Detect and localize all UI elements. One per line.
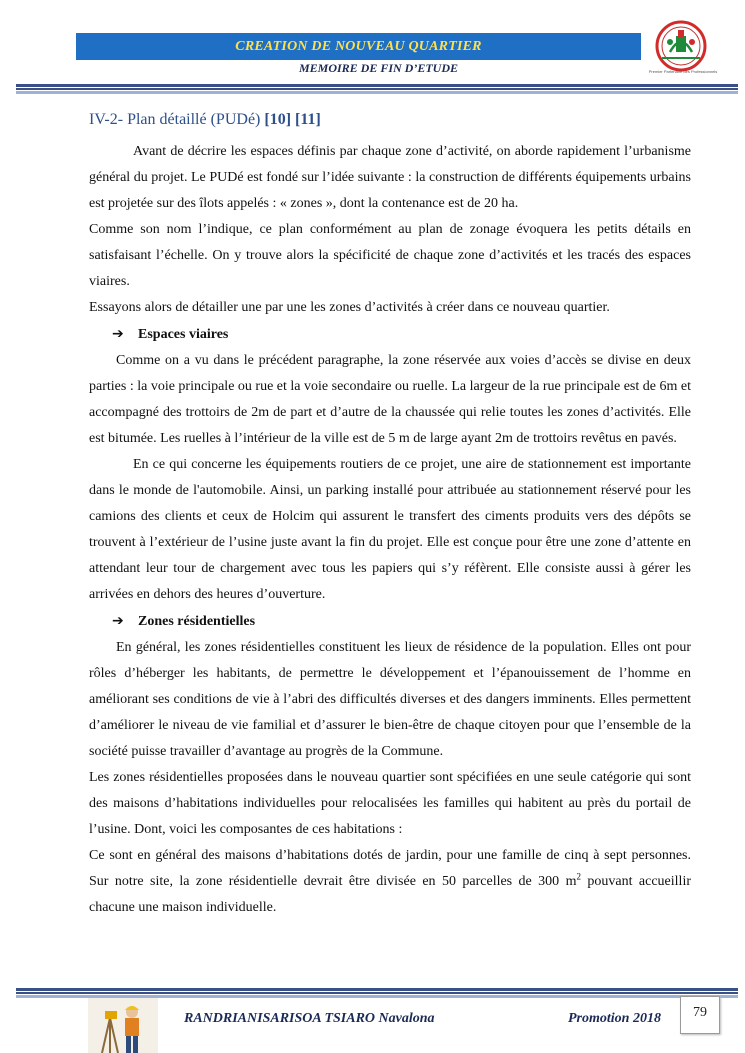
superscript: 2	[576, 871, 581, 882]
page-number: 79	[680, 996, 720, 1034]
footer-author: RANDRIANISARISOA TSIARO Navalona	[184, 1011, 435, 1026]
header-rule	[16, 84, 738, 87]
paragraph: Avant de décrire les espaces définis par chaque zone d’activité, on aborde rapidement l’urbanisme général du projet. Le PUDé est fondé sur l’idée suivante : la construction de différents équipements urbains est projetée sur des îlots appelés : « zones », dont la contenance est de 20 ha.	[89, 144, 691, 211]
paragraph	[89, 843, 691, 921]
footer-rule	[16, 992, 738, 994]
header-rule	[16, 88, 738, 90]
subsection-heading	[89, 321, 691, 348]
subsection-heading	[89, 608, 691, 635]
paragraph: En général, les zones résidentielles constituent les lieux de résidence de la population. Elles ont pour rôles d’héberger les habitants, de permettre le développement et l’épanouissement de l’homme en améliorant ses conditions de vie à l’abri des difficultés diverses et des dangers imminents. Elles permettent d’améliorer le niveau de vie familial et d’assurer le bien-être de chaque citoyen pour que l’ensemble de la société puisse travailler d’avantage au progrès de la Commune.	[89, 640, 691, 759]
paragraph-text: pouvant accueillir chacune une maison individuelle.	[89, 874, 691, 915]
section-title	[89, 108, 691, 132]
paragraph: Essayons alors de détailler une par une les zones d’activités à créer dans ce nouveau quartier.	[89, 300, 610, 315]
paragraph: En ce qui concerne les équipements routiers de ce projet, une aire de stationnement est importante dans le monde de l'automobile. Ainsi, un parking installé pour attribuée au stationnement réservé pour les camions des clients et ceux de Holcim qui assurent le transfert des ciments produits vers des dépôts se trouvent à l’extérieur de l’usine juste avant la fin du projet. Elle est conçue pour être une zone d’attente en attendant leur tour de chargement avec tous les papiers qui s’y réfèrent. Elle consiste aussi à gérer les arrivées en dehors des heures d’ouverture.	[89, 457, 691, 602]
surveyor-illustration-icon	[88, 998, 158, 1053]
paragraph: Comme son nom l’indique, ce plan conformément au plan de zonage évoquera les petits détails en satisfaisant l’échelle. On y trouve alors la spécificité de chaque zone d’activités et les tracés des espaces viaires.	[89, 222, 691, 289]
arrow-right-icon: ➔	[112, 326, 124, 342]
header-title: CREATION DE NOUVEAU QUARTIER	[76, 33, 641, 60]
header-rule	[16, 91, 738, 94]
paragraph-text: Ce sont en général des maisons d’habitations dotés de jardin, pour une famille de cinq à sept personnes. Sur notre site, la zone résidentielle devrait être divisée en 50 parcelles de 300 m	[89, 848, 691, 889]
page-body	[89, 108, 691, 921]
section-title-text: IV-2- Plan détaillé (PUDé)	[89, 111, 265, 128]
logo-caption: Premier Partenaire des Professionnels	[648, 69, 718, 74]
header-subtitle: MEMOIRE DE FIN D’ETUDE	[298, 61, 459, 75]
subsection-heading-text: Espaces viaires	[138, 327, 229, 342]
footer-rule	[16, 988, 738, 991]
paragraph: Comme on a vu dans le précédent paragraphe, la zone réservée aux voies d’accès se divise en deux parties : la voie principale ou rue et la voie secondaire ou ruelle. La largeur de la rue principale est de 6m et accompagné des trottoirs de 2m de part et d’autre de la chaussée qui relie toutes les zones d’activités. Elle est bitumée. Les ruelles à l’intérieur de la ville est de 5 m de large ayant 2m de trottoirs revêtus en pavés.	[89, 353, 691, 446]
arrow-right-icon: ➔	[112, 613, 124, 629]
paragraph: Les zones résidentielles proposées dans le nouveau quartier sont spécifiées en une seule catégorie qui sont des maisons d’habitations individuelles pour relocalisées les familles qui habitent au près du portail de l’usine. Dont, voici les composantes de ces habitations :	[89, 770, 691, 837]
subsection-heading-text: Zones résidentielles	[138, 614, 256, 629]
footer-promotion: Promotion 2018	[568, 1011, 661, 1026]
section-refs: [10] [11]	[264, 111, 321, 128]
